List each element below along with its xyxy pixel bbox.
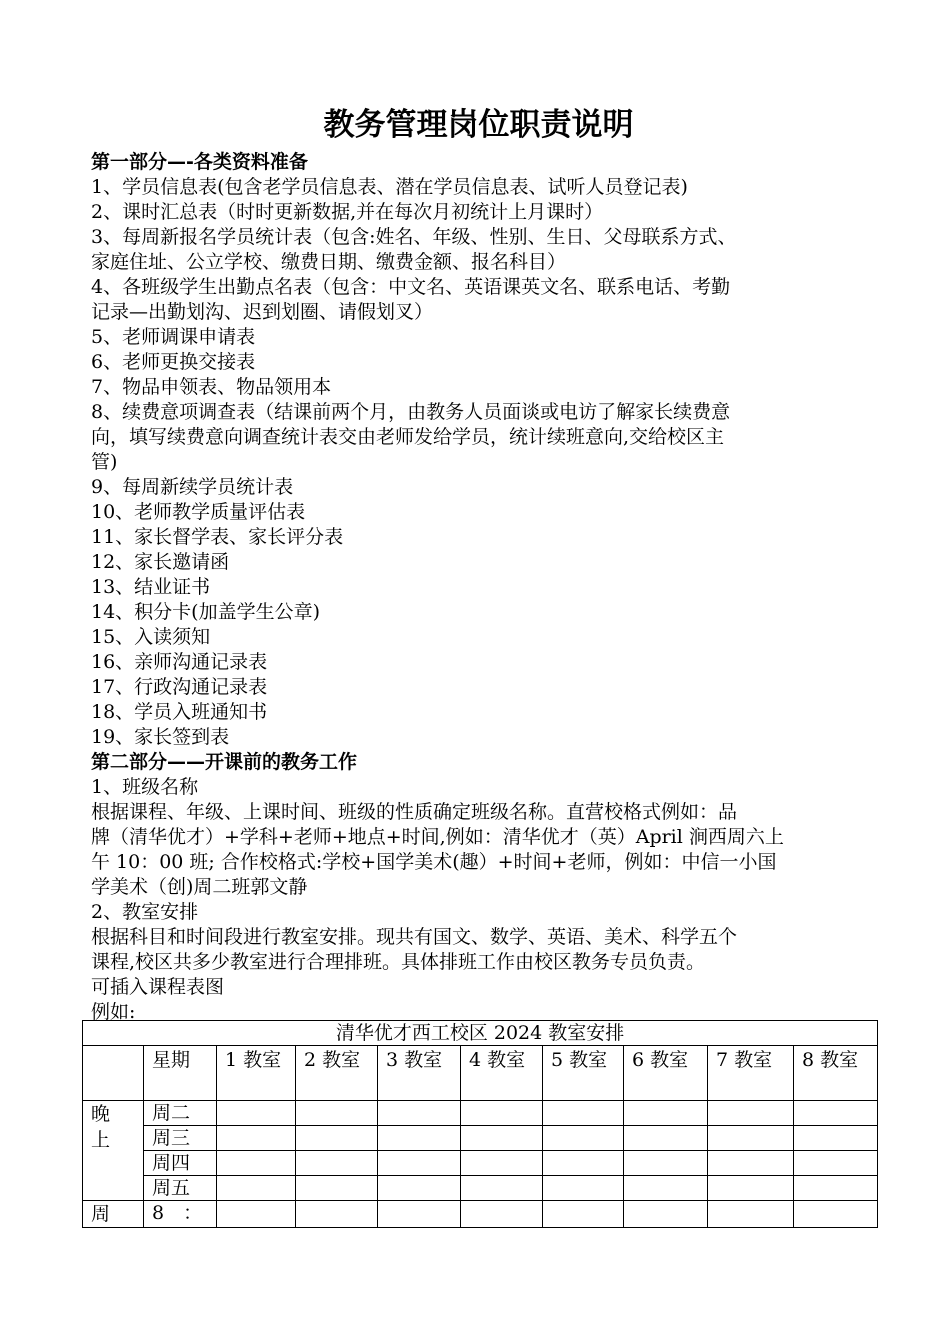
- day-header: 星期: [144, 1046, 217, 1101]
- schedule-cell: [708, 1151, 794, 1176]
- list-item: 向，填写续费意向调查统计表交由老师发给学员，统计续班意向,交给校区主: [91, 426, 725, 448]
- document-body: [91, 100, 866, 1025]
- corner-cell: [83, 1046, 144, 1101]
- schedule-cell: [708, 1176, 794, 1201]
- schedule-cell: [794, 1201, 878, 1228]
- list-item: 8、续费意项调查表（结课前两个月，由教务人员面谈或电访了解家长续费意: [91, 401, 731, 423]
- evening-label: [83, 1101, 144, 1201]
- room-header: 4 教室: [461, 1046, 543, 1101]
- schedule-cell: [378, 1201, 461, 1228]
- table-row: [83, 1201, 878, 1228]
- page-title: 教务管理岗位职责说明: [323, 107, 634, 143]
- list-item: 可插入课程表图: [91, 976, 225, 998]
- room-header: 6 教室: [624, 1046, 708, 1101]
- schedule-cell: [296, 1201, 378, 1228]
- list-item: 11、家长督学表、家长评分表: [91, 526, 344, 548]
- schedule-cell: [217, 1101, 296, 1126]
- day-cell: 周四: [144, 1151, 217, 1176]
- list-item: 17、行政沟通记录表: [91, 676, 268, 698]
- list-item: 14、积分卡(加盖学生公章): [91, 601, 321, 623]
- schedule-cell: [543, 1126, 624, 1151]
- table-row: [83, 1176, 878, 1201]
- schedule-cell: [378, 1101, 461, 1126]
- schedule-cell: [461, 1151, 543, 1176]
- schedule-cell: [543, 1201, 624, 1228]
- list-item: 学美术（创)周二班郭文静: [91, 876, 308, 898]
- schedule-cell: [708, 1126, 794, 1151]
- schedule-cell: [794, 1126, 878, 1151]
- schedule-cell: [378, 1151, 461, 1176]
- list-item: 1、班级名称: [91, 776, 199, 798]
- schedule-cell: [217, 1176, 296, 1201]
- room-header: 7 教室: [708, 1046, 794, 1101]
- room-header: 1 教室: [217, 1046, 296, 1101]
- list-item: 18、学员入班通知书: [91, 701, 268, 723]
- schedule-cell: [624, 1176, 708, 1201]
- list-item: 7、物品申领表、物品领用本: [91, 376, 332, 398]
- schedule-cell: [461, 1126, 543, 1151]
- schedule-cell: [794, 1151, 878, 1176]
- list-item: 1、学员信息表(包含老学员信息表、潜在学员信息表、试听人员登记表): [91, 176, 688, 198]
- list-item: 13、结业证书: [91, 576, 211, 598]
- room-header: 3 教室: [378, 1046, 461, 1101]
- part1-heading: 第一部分—-各类资料准备: [91, 151, 308, 173]
- day-cell: 周五: [144, 1176, 217, 1201]
- day-cell: 周三: [144, 1126, 217, 1151]
- schedule-cell: [543, 1151, 624, 1176]
- table-row: [83, 1126, 878, 1151]
- list-item: 家庭住址、公立学校、缴费日期、缴费金额、报名科目）: [91, 251, 567, 273]
- list-item: 管): [91, 451, 118, 473]
- list-item: 12、家长邀请函: [91, 551, 230, 573]
- weekend-label: 周: [83, 1201, 144, 1228]
- schedule-cell: [461, 1176, 543, 1201]
- list-item: 根据课程、年级、上课时间、班级的性质确定班级名称。直营校格式例如：品: [91, 801, 738, 823]
- schedule-cell: [217, 1201, 296, 1228]
- list-item: 根据科目和时间段进行教室安排。现共有国文、数学、英语、美术、科学五个: [91, 926, 738, 948]
- schedule-cell: [378, 1126, 461, 1151]
- schedule-cell: [624, 1126, 708, 1151]
- part2-heading: 第二部分——开课前的教务工作: [91, 751, 358, 773]
- classroom-schedule-table: [82, 1020, 878, 1228]
- room-header: 2 教室: [296, 1046, 378, 1101]
- list-item: 课程,校区共多少教室进行合理排班。具体排班工作由校区教务专员负责。: [91, 951, 706, 973]
- schedule-cell: [794, 1176, 878, 1201]
- part2-list: [91, 775, 866, 1025]
- schedule-cell: [708, 1201, 794, 1228]
- schedule-cell: [296, 1101, 378, 1126]
- list-item: 15、入读须知: [91, 626, 211, 648]
- evening-label-text: 晚上: [91, 1103, 111, 1151]
- table-row: [83, 1101, 878, 1126]
- schedule-cell: [543, 1176, 624, 1201]
- list-item: 记录—出勤划沟、迟到划圈、请假划叉）: [91, 301, 434, 323]
- schedule-title: 清华优才西工校区 2024 教室安排: [83, 1021, 878, 1046]
- list-item: 3、每周新报名学员统计表（包含:姓名、年级、性别、生日、父母联系方式、: [91, 226, 737, 248]
- schedule-header-row: [83, 1046, 878, 1101]
- list-item: 16、亲师沟通记录表: [91, 651, 268, 673]
- schedule-cell: [543, 1101, 624, 1126]
- weekend-time: 8 ：: [144, 1201, 217, 1228]
- list-item: 19、家长签到表: [91, 726, 230, 748]
- schedule-cell: [217, 1151, 296, 1176]
- list-item: 10、老师教学质量评估表: [91, 501, 306, 523]
- schedule-cell: [461, 1101, 543, 1126]
- schedule-cell: [708, 1101, 794, 1126]
- list-item: 4、各班级学生出勤点名表（包含：中文名、英语课英文名、联系电话、考勤: [91, 276, 731, 298]
- schedule-cell: [624, 1101, 708, 1126]
- schedule-cell: [217, 1126, 296, 1151]
- schedule-cell: [378, 1176, 461, 1201]
- room-header: 5 教室: [543, 1046, 624, 1101]
- day-cell: 周二: [144, 1101, 217, 1126]
- list-item: 5、老师调课申请表: [91, 326, 256, 348]
- part1-list: [91, 175, 866, 750]
- table-row: [83, 1151, 878, 1176]
- room-header: 8 教室: [794, 1046, 878, 1101]
- schedule-cell: [296, 1126, 378, 1151]
- list-item: 9、每周新续学员统计表: [91, 476, 294, 498]
- schedule-cell: [461, 1201, 543, 1228]
- list-item: 2、课时汇总表（时时更新数据,并在每次月初统计上月课时）: [91, 201, 604, 223]
- schedule-cell: [794, 1101, 878, 1126]
- schedule-cell: [296, 1151, 378, 1176]
- list-item: 6、老师更换交接表: [91, 351, 256, 373]
- list-item: 午 10：00 班; 合作校格式:学校+国学美术(趣）+时间+老师，例如：中信一小国: [91, 851, 777, 873]
- list-item: 牌（清华优才）+学科+老师+地点+时间,例如：清华优才（英）April 涧西周六上: [91, 826, 784, 848]
- schedule-cell: [624, 1151, 708, 1176]
- list-item: 2、教室安排: [91, 901, 199, 923]
- schedule-cell: [296, 1176, 378, 1201]
- list-item: 例如:: [91, 1001, 136, 1023]
- schedule-cell: [624, 1201, 708, 1228]
